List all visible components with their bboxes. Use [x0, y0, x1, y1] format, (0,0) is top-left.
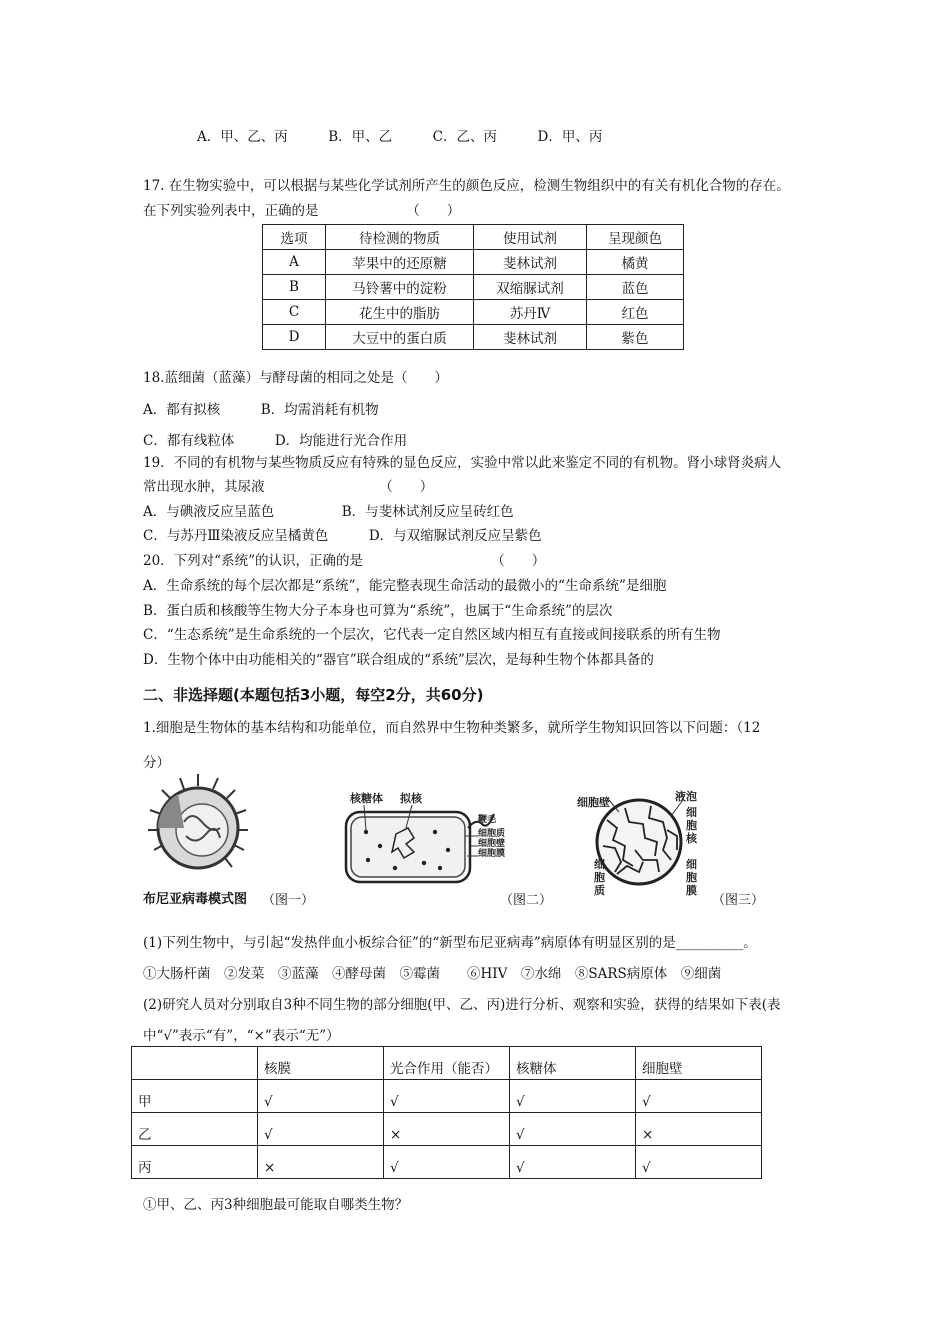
q1-2-sub1: ①甲、乙、丙3种细胞最可能取自哪类生物？ — [143, 1197, 409, 1213]
q20-option-b: B．蛋白质和核酸等生物大分子本身也可算为“系统”，也属于“生命系统”的层次 — [143, 603, 613, 619]
table-header-cell: 使用试剂 — [474, 225, 587, 250]
q19-options-cd: C．与苏丹Ⅲ染液反应呈橘黄色 D．与双缩脲试剂反应呈紫色 — [143, 528, 542, 544]
table-row — [263, 300, 684, 325]
table-header-cell — [132, 1047, 258, 1080]
table-cell: 斐林试剂 — [474, 325, 587, 350]
fig3-caption: （图三） — [712, 893, 765, 908]
table-cell: D — [263, 325, 326, 350]
s2-q1-line2: 分） — [143, 755, 170, 771]
table-row — [263, 325, 684, 350]
table-row — [263, 275, 684, 300]
fig3-label-membrane-1: 细 — [686, 858, 697, 871]
table-cell: 丙 — [132, 1146, 258, 1179]
table-cell: 紫色 — [587, 325, 684, 350]
table-cell: √ — [384, 1146, 510, 1179]
table-cell: B — [263, 275, 326, 300]
table-cell: × — [636, 1113, 762, 1146]
table-header-cell: 呈现颜色 — [587, 225, 684, 250]
fig3-label-cytoplasm-2: 胞 — [594, 871, 605, 884]
fig2-label-cellwall: 细胞壁 — [478, 839, 506, 849]
table-cell: 苹果中的还原糖 — [326, 250, 474, 275]
fig3-label-cytoplasm-3: 质 — [594, 884, 605, 897]
table-header-row — [263, 225, 684, 250]
q19-options-ab: A．与碘液反应呈蓝色 B．与斐林试剂反应呈砖红色 — [143, 504, 514, 520]
q1-1-stem: (1)下列生物中，与引起“发热伴血小板综合征”的“新型布尼亚病毒”病原体有明显区别的是__________。 — [143, 935, 757, 951]
table-header-cell: 待检测的物质 — [326, 225, 474, 250]
table-header-cell: 选项 — [263, 225, 326, 250]
bacterium-side-labels — [472, 812, 522, 862]
q1-2-line2: 中“√”表示“有”，“×”表示“无”） — [143, 1028, 340, 1044]
table-cell: 橘黄 — [587, 250, 684, 275]
table-row — [132, 1146, 762, 1179]
section2-title: 二、非选择题(本题包括3小题，每空2分，共60分) — [143, 686, 484, 704]
fig3-label-vacuole: 液泡 — [675, 790, 697, 803]
table-cell: √ — [384, 1080, 510, 1113]
table-cell: √ — [636, 1146, 762, 1179]
table-cell: 大豆中的蛋白质 — [326, 325, 474, 350]
table-cell: 蓝色 — [587, 275, 684, 300]
table-cell: 甲 — [132, 1080, 258, 1113]
q17-stem-line1: 17. 在生物实验中，可以根据与某些化学试剂所产生的颜色反应，检测生物组织中的有关有机化合物的存在。 — [143, 178, 790, 194]
q20-option-a: A．生命系统的每个层次都是“系统”，能完整表现生命活动的最微小的“生命系统”是细胞 — [143, 578, 667, 594]
s2-q1-line1: 1.细胞是生物体的基本结构和功能单位，而自然界中生物种类繁多，就所学生物知识回答以下问题：（12 — [143, 720, 761, 736]
q1-1-options: ①大肠杆菌 ②发菜 ③蓝藻 ④酵母菌 ⑤霉菌 ⑥HIV ⑦水绵 ⑧SARS病原体 ⑨细菌 — [143, 966, 722, 982]
fig2-label-nucleoid: 拟核 — [400, 792, 422, 805]
table-header-cell: 核膜 — [258, 1047, 384, 1080]
table-cell: 苏丹Ⅳ — [474, 300, 587, 325]
q18-options-ab: A．都有拟核 B．均需消耗有机物 — [143, 402, 379, 418]
table-cell: √ — [636, 1080, 762, 1113]
table-row — [132, 1113, 762, 1146]
table-row — [263, 250, 684, 275]
table-cell: A — [263, 250, 326, 275]
fig3-label-cytoplasm-1: 细 — [594, 858, 605, 871]
q20-option-c: C．“生态系统”是生命系统的一个层次，它代表一定自然区域内相互有直接或间接联系的所有生物 — [143, 627, 721, 643]
q20-stem: 20．下列对“系统”的认识，正确的是 （ ） — [143, 553, 546, 569]
table-cell: 马铃薯中的淀粉 — [326, 275, 474, 300]
bunyavirus-figure — [140, 770, 260, 885]
q18-stem: 18.蓝细菌（蓝藻）与酵母菌的相同之处是（ ） — [143, 370, 448, 386]
cell-comparison-table — [131, 1046, 762, 1179]
table-cell: √ — [258, 1080, 384, 1113]
table-header-cell: 核糖体 — [510, 1047, 636, 1080]
table-cell: C — [263, 300, 326, 325]
table-header-row — [132, 1047, 762, 1080]
fig2-label-membrane: 细胞膜 — [478, 849, 506, 859]
table-cell: 乙 — [132, 1113, 258, 1146]
fig2-label-cytoplasm: 细胞质 — [478, 829, 506, 839]
table-cell: 斐林试剂 — [474, 250, 587, 275]
fig3-label-membrane-3: 膜 — [686, 884, 697, 897]
table-cell: √ — [258, 1113, 384, 1146]
table-cell: 花生中的脂肪 — [326, 300, 474, 325]
q18-options-cd: C．都有线粒体 D．均能进行光合作用 — [143, 433, 408, 449]
fig1-caption: （图一） — [262, 893, 315, 908]
table-cell: √ — [510, 1146, 636, 1179]
table-header-cell: 细胞壁 — [636, 1047, 762, 1080]
fig3-label-membrane-2: 胞 — [686, 871, 697, 884]
table-header-cell: 光合作用（能否） — [384, 1047, 510, 1080]
q19-stem-line1: 19．不同的有机物与某些物质反应有特殊的显色反应，实验中常以此来鉴定不同的有机物。肾小球肾炎病人 — [143, 455, 782, 471]
fig1-title: 布尼亚病毒模式图 — [143, 892, 248, 907]
table-row — [132, 1080, 762, 1113]
table-cell: √ — [510, 1080, 636, 1113]
q19-stem-line2: 常出现水肿，其尿液 （ ） — [143, 479, 434, 495]
plant-cell-bottom-labels — [592, 856, 614, 901]
table-cell: 双缩脲试剂 — [474, 275, 587, 300]
q17-table — [262, 224, 684, 350]
fig2-label-flagellum: 鞭毛 — [478, 815, 497, 825]
fig2-label-ribosome: 核糖体 — [350, 792, 383, 805]
q17-stem-line2: 在下列实验列表中，正确的是 （ ） — [143, 203, 461, 219]
table-cell: √ — [510, 1113, 636, 1146]
fig2-caption: （图二） — [500, 893, 553, 908]
table-cell: 红色 — [587, 300, 684, 325]
table-cell: × — [384, 1113, 510, 1146]
q16-options: A．甲、乙、丙 B．甲、乙 C．乙、丙 D．甲、丙 — [197, 129, 603, 145]
fig3-label-nucleus-3: 核 — [686, 832, 697, 845]
q20-option-d: D．生物个体中由功能相关的“器官”联合组成的“系统”层次，是每种生物个体都具备的 — [143, 652, 654, 668]
plant-cell-right-labels — [684, 802, 706, 897]
fig3-label-nucleus-2: 胞 — [686, 819, 697, 832]
fig3-label-nucleus-1: 细 — [686, 806, 697, 819]
fig3-label-cellwall: 细胞壁 — [577, 796, 610, 809]
q1-2-line1: (2)研究人员对分别取自3种不同生物的部分细胞(甲、乙、丙)进行分析、观察和实验，获得的结果如下表(表 — [143, 997, 781, 1013]
table-cell: × — [258, 1146, 384, 1179]
